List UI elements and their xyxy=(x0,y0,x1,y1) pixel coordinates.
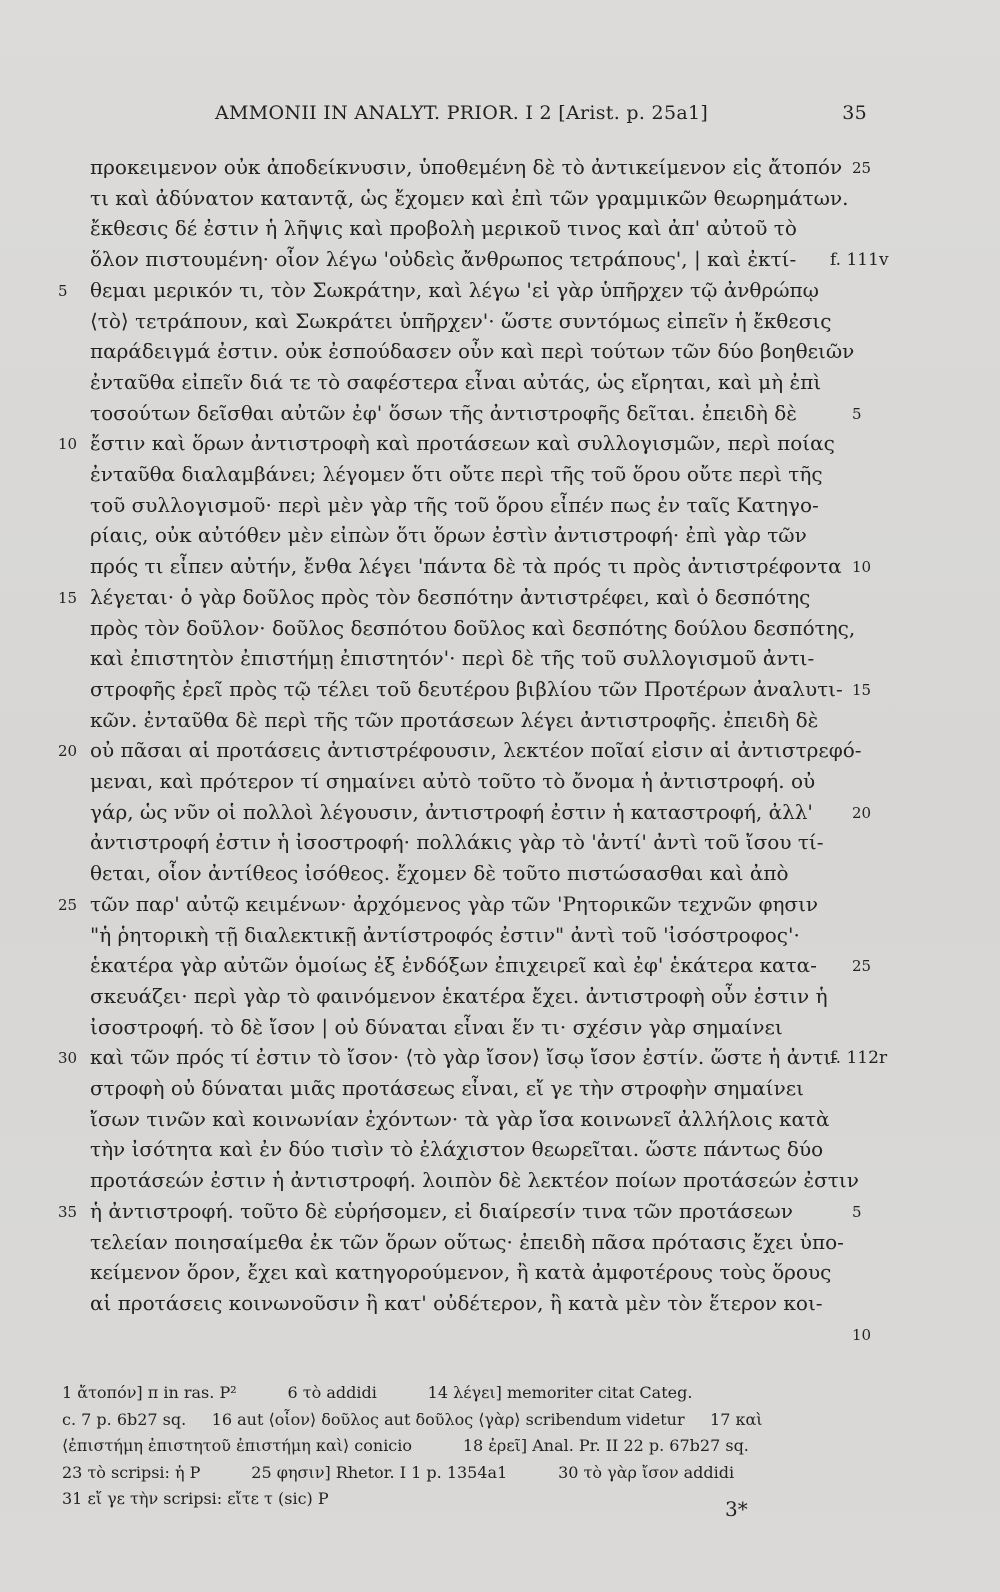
text-line: ἴσων τινῶν καὶ κοινωνίαν ἐχόντων· τὰ γὰρ ἴσα κοινωνεῖ ἀλλήλοις κατὰ xyxy=(90,1106,830,1131)
text-line: προκειμενον οὐκ ἀποδείκνυσιν, ὑποθεμένη δὲ τὸ ἀντικείμενον εἰς ἄτοπόν xyxy=(90,155,843,179)
text-line: ἡ ἀντιστροφή. τοῦτο δὲ εὑρήσομεν, εἰ διαίρεσίν τινα τῶν προτάσεων xyxy=(90,1198,793,1223)
text-line: τοῦ συλλογισμοῦ· περὶ μὲν γὰρ τῆς τοῦ ὅρου εἶπέν πως ἐν ταῖς Κατηγο- xyxy=(90,492,819,517)
line-number-right: 10 xyxy=(852,1325,872,1344)
text-line: πρὸς τὸν δοῦλον· δοῦλος δεσπότου δοῦλος καὶ δεσπότης δούλου δεσπότης, xyxy=(90,615,856,640)
line-number-right: 25 xyxy=(852,159,872,177)
text-line: ἑκατέρα γὰρ αὐτῶν ὁμοίως ἐξ ἐνδόξων ἐπιχειρεῖ καὶ ἐφ' ἑκάτερα κατα- xyxy=(90,953,817,978)
folio-marker: f. 111v xyxy=(830,250,889,271)
text-line: οὐ πᾶσαι αἱ προτάσεις ἀντιστρέφουσιν, λεκτέον ποῖαί εἰσιν αἱ ἀντιστρεφό- xyxy=(90,738,862,763)
text-line: γάρ, ὡς νῦν οἱ πολλοὶ λέγουσιν, ἀντιστροφή ἐστιν ἡ καταστροφή, ἀλλ' xyxy=(90,799,813,824)
running-title: AMMONII IN ANALYT. PRIOR. I 2 [Arist. p. 25a1] xyxy=(215,102,709,124)
line-number-left: 25 xyxy=(58,895,78,914)
text-line: ἐνταῦθα εἰπεῖν διά τε τὸ σαφέστερα εἶναι αὐτάς, ὡς εἴρηται, καὶ μὴ ἐπὶ xyxy=(90,369,822,394)
line-number-left: 30 xyxy=(58,1049,78,1068)
text-line: καὶ ἐπιστητὸν ἐπιστήμῃ ἐπιστητόν'· περὶ δὲ τῆς τοῦ συλλογισμοῦ ἀντι- xyxy=(90,646,815,671)
line-number-left: 35 xyxy=(58,1202,78,1221)
apparatus-line: 23 τὸ scripsi: ἡ P 25 φησιν] Rhetor. I 1 p. 1354a1 30 τὸ γὰρ ἴσον addidi xyxy=(62,1462,735,1482)
line-number-left: 20 xyxy=(58,742,78,761)
folio-marker: f. 112r xyxy=(830,1048,888,1069)
text-line: ὅλον πιστουμένη· οἷον λέγω 'οὐδεὶς ἄνθρωπος τετράπους', | καὶ ἐκτί- xyxy=(90,247,797,272)
text-line: ⟨τὸ⟩ τετράπουν, καὶ Σωκράτει ὑπῆρχεν'· ὥστε συντόμως εἰπεῖν ἡ ἔκθεσις xyxy=(90,308,832,333)
text-line: αἱ προτάσεις κοινωνοῦσιν ἢ κατ' οὐδέτερον, ἢ κατὰ μὲν τὸν ἕτερον κοι- xyxy=(90,1290,823,1315)
text-line: τι καὶ ἀδύνατον καταντᾷ, ὡς ἔχομεν καὶ ἐπὶ τῶν γραμμικῶν θεωρημάτων. xyxy=(90,185,849,210)
line-number-right: 25 xyxy=(852,957,872,976)
text-line: παράδειγμά ἐστιν. οὐκ ἐσπούδασεν οὖν καὶ περὶ τούτων τῶν δύο βοηθειῶν xyxy=(90,339,855,364)
line-number-right: 15 xyxy=(852,680,872,699)
text-line: τὴν ἰσότητα καὶ ἐν δύο τισὶν τὸ ἐλάχιστον θεωρεῖται. ὥστε πάντως δύο xyxy=(90,1137,824,1162)
text-line: κῶν. ἐνταῦθα δὲ περὶ τῆς τῶν προτάσεων λέγει ἀντιστροφῆς. ἐπειδὴ δὲ xyxy=(90,707,819,732)
line-number-left: 5 xyxy=(58,281,68,300)
text-line: καὶ τῶν πρός τί ἐστιν τὸ ἴσον· ⟨τὸ γὰρ ἴσον⟩ ἴσῳ ἴσον ἐστίν. ὥστε ἡ ἀντι- xyxy=(90,1045,839,1070)
text-line: ἀντιστροφή ἐστιν ἡ ἰσοστροφή· πολλάκις γὰρ τὸ 'ἀντί' ἀντὶ τοῦ ἴσου τί- xyxy=(90,830,824,855)
text-line: κείμενον ὅρον, ἔχει καὶ κατηγορούμενον, ἢ κατὰ ἀμφοτέρους τοὺς ὅρους xyxy=(90,1260,832,1285)
text-line: στροφῆς ἐρεῖ πρὸς τῷ τέλει τοῦ δευτέρου βιβλίου τῶν Προτέρων ἀναλυτι- xyxy=(90,676,843,701)
text-line: λέγεται· ὁ γὰρ δοῦλος πρὸς τὸν δεσπότην ἀντιστρέφει, καὶ ὁ δεσπότης xyxy=(90,584,811,609)
line-number-right: 5 xyxy=(852,1202,862,1221)
line-number-left: 10 xyxy=(58,435,78,454)
text-line: σκευάζει· περὶ γὰρ τὸ φαινόμενον ἑκατέρα ἔχει. ἀντιστροφὴ οὖν ἐστιν ἡ xyxy=(90,983,828,1008)
text-line: στροφὴ οὐ δύναται μιᾶς προτάσεως εἶναι, εἴ γε τὴν στροφὴν σημαίνει xyxy=(90,1076,804,1100)
text-line: πρός τι εἶπεν αὐτήν, ἔνθα λέγει 'πάντα δὲ τὰ πρός τι πρὸς ἀντιστρέφοντα xyxy=(90,554,842,579)
text-line: θεται, οἷον ἀντίθεος ἰσόθεος. ἔχομεν δὲ τοῦτο πιστώσασθαι καὶ ἀπὸ xyxy=(90,861,789,886)
line-number-right: 5 xyxy=(852,404,862,423)
page-number: 35 xyxy=(842,102,867,124)
text-line: ἔκθεσις δέ ἐστιν ἡ λῆψις καὶ προβολὴ μερικοῦ τινος καὶ ἀπ' αὐτοῦ τὸ xyxy=(90,216,797,241)
line-number-right: 10 xyxy=(852,558,872,577)
text-line: θεμαι μερικόν τι, τὸν Σωκράτην, καὶ λέγω 'εἰ γὰρ ὑπῆρχεν τῷ ἀνθρώπῳ xyxy=(90,277,819,302)
text-line: ἰσοστροφή. τὸ δὲ ἴσον | οὐ δύναται εἶναι ἕν τι· σχέσιν γὰρ σημαίνει xyxy=(90,1014,783,1039)
text-line: ἔστιν καὶ ὅρων ἀντιστροφὴ καὶ προτάσεων καὶ συλλογισμῶν, περὶ ποίας xyxy=(90,431,835,456)
text-line: ἐνταῦθα διαλαμβάνει; λέγομεν ὅτι οὔτε περὶ τῆς τοῦ ὅρου οὔτε περὶ τῆς xyxy=(90,462,823,486)
apparatus-line: 31 εἴ γε τὴν scripsi: εἴτε τ (sic) P xyxy=(62,1489,329,1508)
apparatus-line: ⟨ἐπιστήμη ἐπιστητοῦ ἐπιστήμη καὶ⟩ conicio 18 ἐρεῖ] Anal. Pr. II 22 p. 67b27 sq. xyxy=(62,1436,749,1455)
apparatus-line: 1 ἄτοπόν] π in ras. P² 6 τὸ addidi 14 λέγει] memoriter citat Categ. xyxy=(62,1383,693,1402)
text-line: "ἡ ῥητορικὴ τῇ διαλεκτικῇ ἀντίστροφός ἐστιν" ἀντὶ τοῦ 'ἰσόστροφος'· xyxy=(90,922,800,947)
line-number-left: 15 xyxy=(58,588,78,607)
text-line: τελείαν ποιησαίμεθα ἐκ τῶν ὅρων οὕτως· ἐπειδὴ πᾶσα πρότασις ἔχει ὑπο- xyxy=(90,1229,844,1254)
apparatus-line: c. 7 p. 6b27 sq. 16 aut ⟨οἷον⟩ δοῦλος aut δοῦλος ⟨γὰρ⟩ scribendum videtur 17 καὶ xyxy=(62,1409,763,1429)
text-line: προτάσεών ἐστιν ἡ ἀντιστροφή. λοιπὸν δὲ λεκτέον ποίων προτάσεών ἐστιν xyxy=(90,1168,859,1193)
signature-mark: 3* xyxy=(725,1497,748,1521)
line-number-right: 20 xyxy=(852,803,872,822)
text-line: ρίαις, οὐκ αὐτόθεν μὲν εἰπὼν ὅτι ὅρων ἐστὶν ἀντιστροφή· ἐπὶ γὰρ τῶν xyxy=(90,523,807,548)
running-head xyxy=(215,102,867,132)
text-line: τῶν παρ' αὐτῷ κειμένων· ἀρχόμενος γὰρ τῶν 'Ρητορικῶν τεχνῶν φησιν xyxy=(90,891,819,916)
text-line: μεναι, καὶ πρότερον τί σημαίνει αὐτὸ τοῦτο τὸ ὄνομα ἡ ἀντιστροφή. οὐ xyxy=(90,769,816,793)
text-line: τοσούτων δεῖσθαι αὐτῶν ἐφ' ὅσων τῆς ἀντιστροφῆς δεῖται. ἐπειδὴ δὲ xyxy=(90,400,797,425)
